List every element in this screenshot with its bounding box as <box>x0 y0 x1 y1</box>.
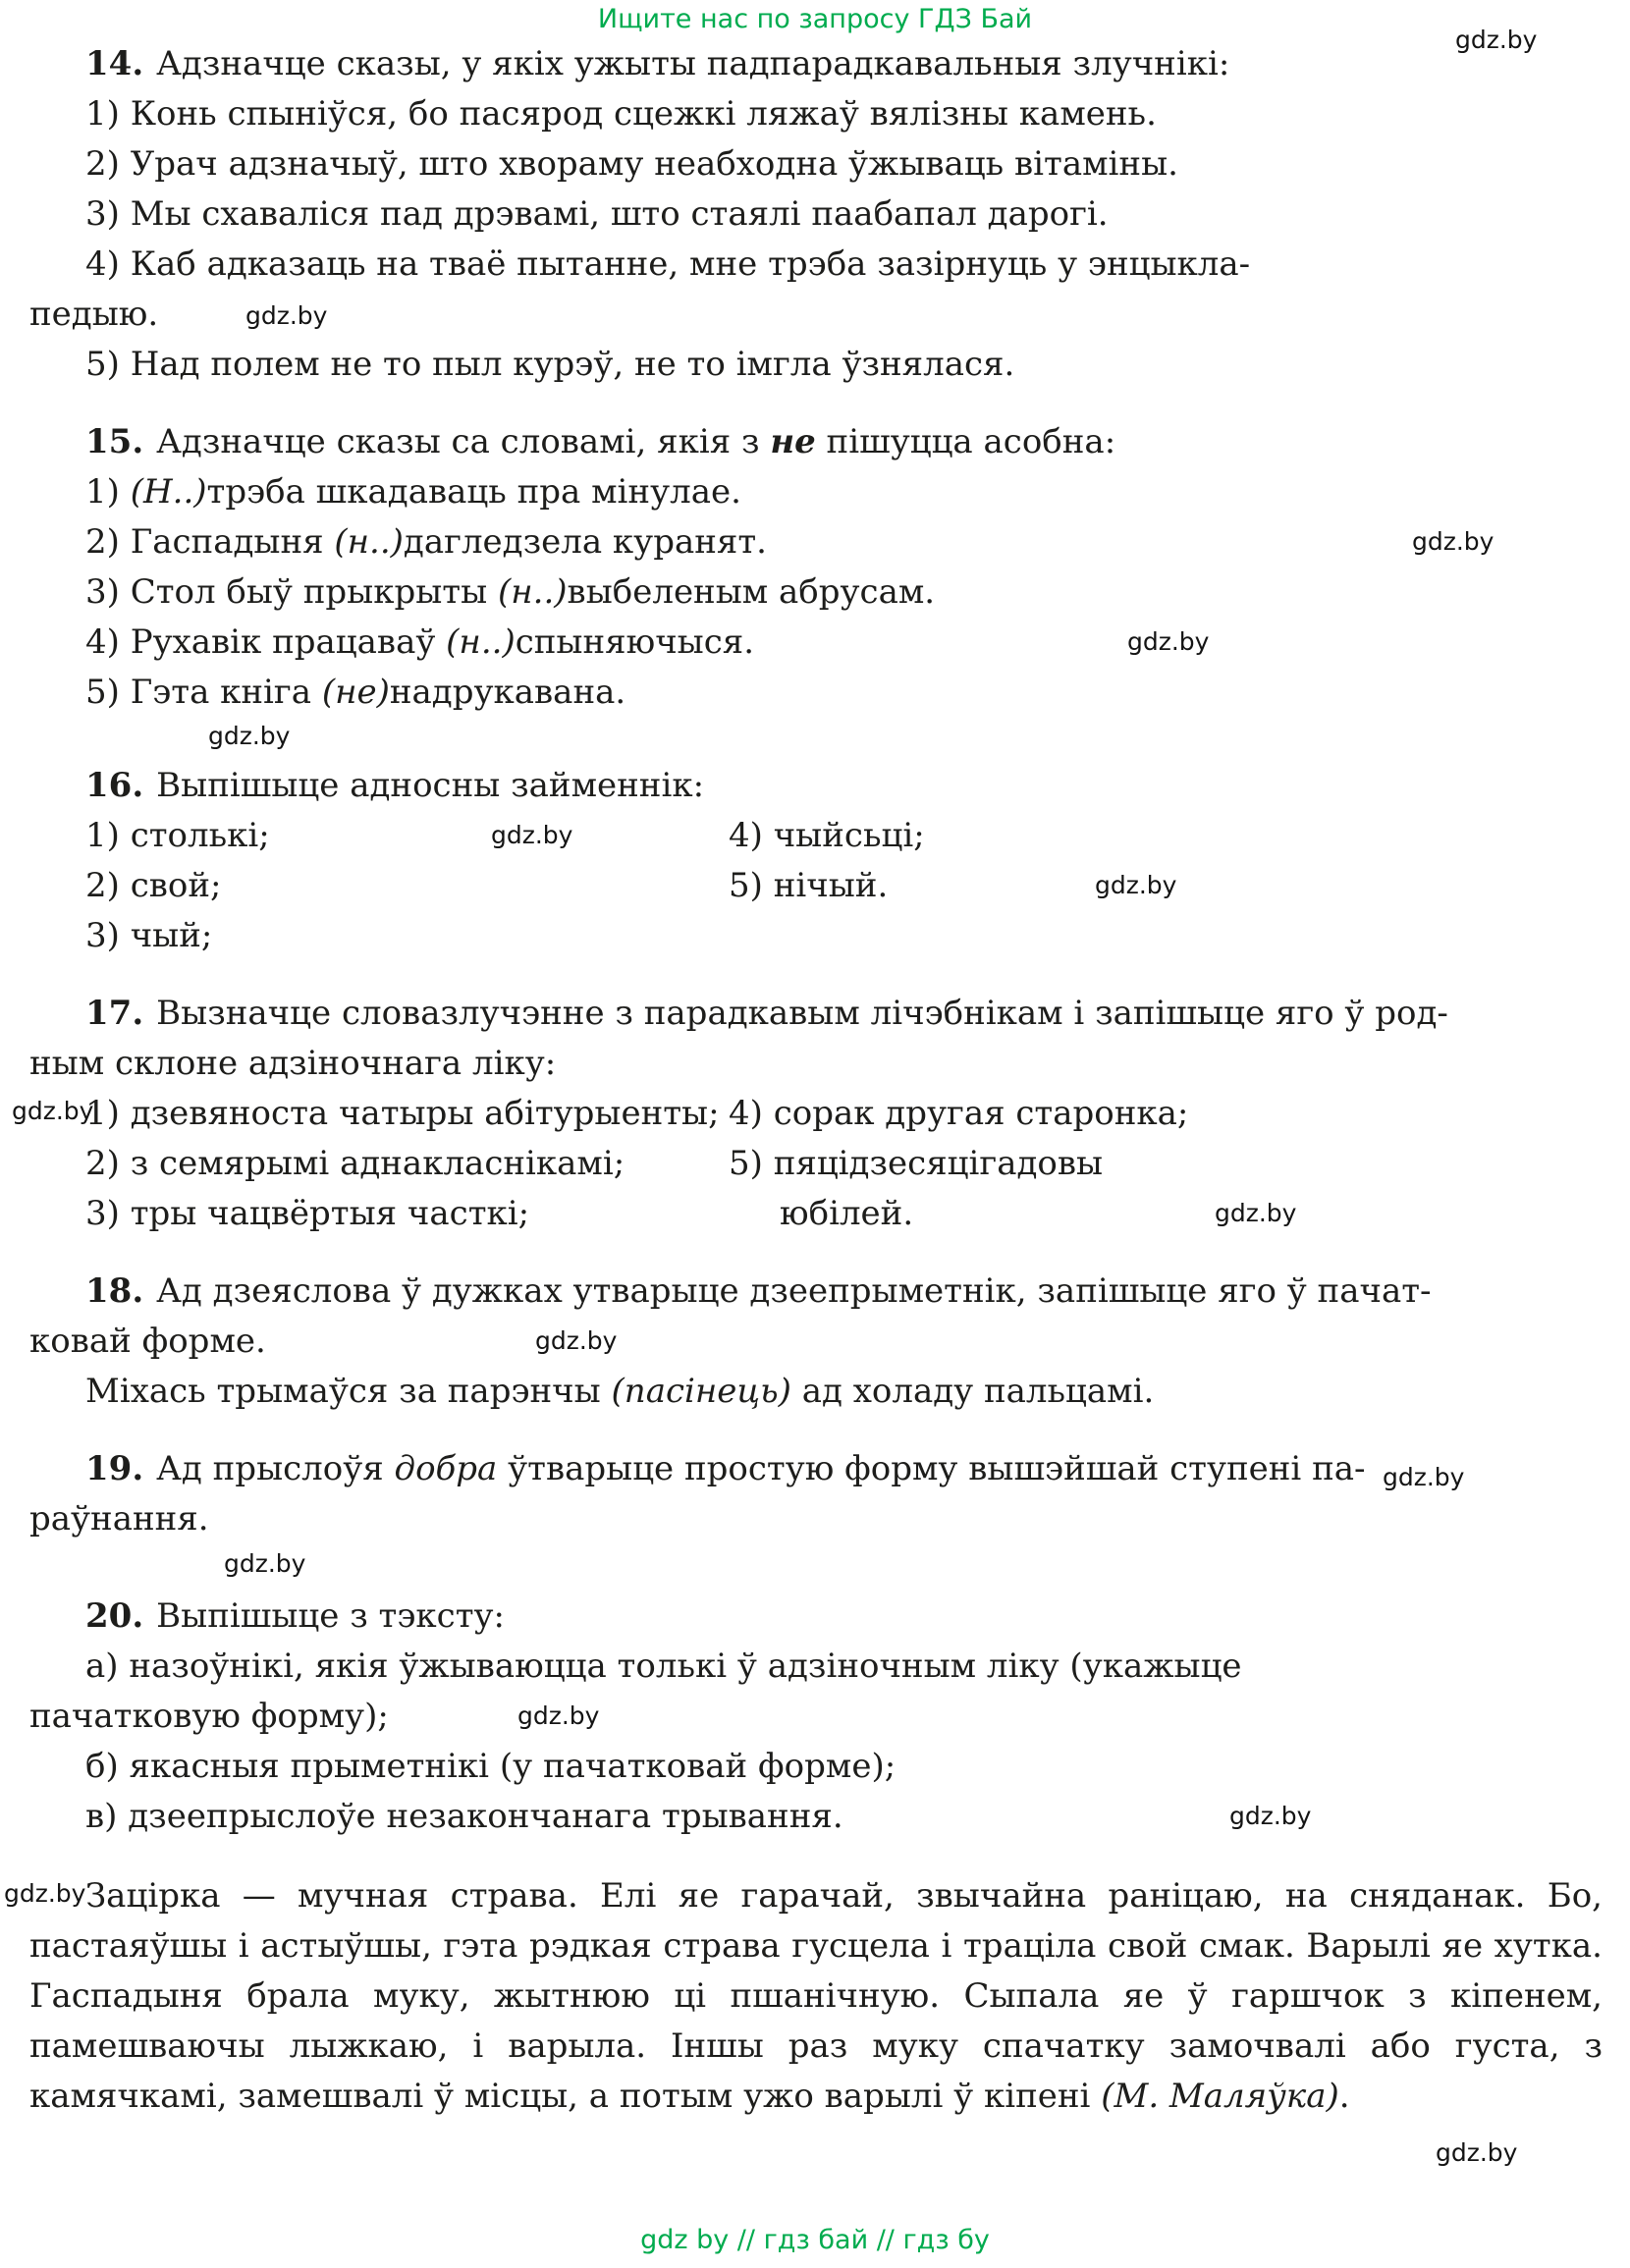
exercise-15-item-2-pre: 2) Гаспадыня <box>85 522 335 562</box>
watermark-gdzby-9: gdz.by <box>1215 1199 1297 1227</box>
exercise-19-intro-italic: добра <box>394 1449 498 1488</box>
exercise-15-item-5-italic: (не) <box>321 673 390 712</box>
page-content <box>29 39 1603 2122</box>
watermark-gdzby-4: gdz.by <box>1127 627 1210 656</box>
exercise-17-item-5: 5) пяцідзесяцігадовы <box>729 1144 1104 1183</box>
exercise-20-item-a <box>29 1642 1603 1742</box>
exercise-15 <box>29 417 1603 718</box>
promo-banner-top: Ищите нас по запросу ГДЗ Бай <box>597 4 1033 34</box>
exercise-15-item-1-italic: (Н..) <box>130 472 207 512</box>
watermark-gdzby-10: gdz.by <box>535 1326 618 1355</box>
exercise-20-item-a-line-2: пачатковую форму); <box>29 1697 389 1736</box>
exercise-15-item-3-pre: 3) Стол быў прыкрыты <box>85 572 498 612</box>
exercise-17-intro-line-2: ным склоне адзіночнага ліку: <box>29 1044 557 1083</box>
exercise-15-item-3-post: выбеленым абрусам. <box>567 572 936 612</box>
exercise-18-intro-line-1: Ад дзеяслова ў дужках утварыце дзеепрыметнік, запішыце яго ў пачат- <box>156 1271 1432 1311</box>
exercise-19 <box>29 1444 1603 1544</box>
exercise-14-item-1: 1) Конь спыніўся, бо пасярод сцежкі ляжаў вялізны камень. <box>85 94 1157 134</box>
exercise-15-item-4-post: спыняючыся. <box>515 622 755 662</box>
exercise-15-number: 15. <box>85 422 144 461</box>
exercise-18-sentence-post: ад холаду пальцамі. <box>790 1372 1155 1411</box>
exercise-14 <box>29 39 1603 390</box>
exercise-14-item-2: 2) Урач адзначыў, што хвораму неабходна ўжываць вітаміны. <box>85 144 1178 184</box>
exercise-16-item-1: 1) столькі; <box>85 816 270 855</box>
watermark-gdzby-16: gdz.by <box>1436 2138 1518 2167</box>
exercise-17-item-2: 2) з семярымі аднакласнікамі; <box>85 1144 625 1183</box>
exercise-20-intro-text: Выпішыце з тэксту: <box>156 1596 505 1636</box>
exercise-15-item-1 <box>29 467 1603 517</box>
source-text-body: Зацірка — мучная страва. Елі яе гарачай, звычайна раніцаю, на сняданак. Бо, пастаяўшы і астыўшы, гэта рэдкая страва гусцела і траціла свой смак. Варылі яе хутка. Гаспадыня брала муку, жытнюю ці пшанічную. Сыпала яе ў гаршчок з кіпенем, памешваючы лыжкаю, і варыла. Іншы раз муку спачатку замочвалі або густа, з камячкамі, замешвалі ў місцы, а потым ужо варылі ў кіпені <box>29 1876 1603 2116</box>
source-text-period: . <box>1338 2077 1350 2116</box>
exercise-20-intro <box>29 1592 1603 1642</box>
exercise-20-number: 20. <box>85 1596 144 1636</box>
exercise-15-item-4 <box>29 618 1603 668</box>
exercise-18-sentence-italic: (пасінець) <box>611 1372 791 1411</box>
exercise-15-intro-text-b: пішуцца асобна: <box>815 422 1116 461</box>
exercise-17-row-3 <box>29 1189 1603 1239</box>
source-text-paragraph <box>29 1871 1603 2122</box>
exercise-19-intro-text-b: ўтварыце простую форму вышэйшай ступені па- <box>497 1449 1366 1488</box>
exercise-15-item-2 <box>29 517 1603 567</box>
exercise-15-item-5-pre: 5) Гэта кніга <box>85 673 322 712</box>
exercise-16-row-3 <box>29 911 1603 961</box>
exercise-16-intro <box>29 761 1603 811</box>
exercise-18-sentence <box>29 1367 1603 1417</box>
exercise-17-item-1: 1) дзевяноста чатыры абітурыенты; <box>85 1094 720 1133</box>
exercise-15-item-5-post: надрукавана. <box>389 673 626 712</box>
exercise-19-intro-text-a: Ад прыслоўя <box>156 1449 395 1488</box>
exercise-20-item-b: б) якасныя прыметнікі (у пачатковай форме); <box>85 1747 896 1786</box>
exercise-17-intro <box>29 989 1603 1089</box>
watermark-gdzby-2: gdz.by <box>245 301 328 330</box>
exercise-15-item-1-post: трэба шкадаваць пра мінулае. <box>206 472 741 512</box>
exercise-14-item-3: 3) Мы схаваліся пад дрэвамі, што стаялі паабапал дарогі. <box>85 194 1109 234</box>
exercise-16 <box>29 761 1603 961</box>
exercise-16-number: 16. <box>85 766 144 805</box>
exercise-15-intro-text-a: Адзначце сказы са словамі, якія з <box>156 422 771 461</box>
watermark-gdzby-8: gdz.by <box>12 1097 94 1125</box>
watermark-gdzby-1: gdz.by <box>1455 26 1538 54</box>
watermark-gdzby-14: gdz.by <box>1229 1802 1312 1830</box>
exercise-14-number: 14. <box>85 44 144 83</box>
exercise-16-row-1 <box>29 811 1603 861</box>
exercise-14-item-4 <box>29 240 1603 340</box>
exercise-17-item-4: 4) сорак другая старонка; <box>729 1094 1189 1133</box>
watermark-gdzby-12: gdz.by <box>224 1549 306 1578</box>
exercise-18-number: 18. <box>85 1271 144 1311</box>
exercise-16-item-5: 5) нічый. <box>729 866 889 905</box>
exercise-18-intro-line-2: ковай форме. <box>29 1322 266 1361</box>
exercise-15-item-5 <box>29 668 1603 718</box>
exercise-19-number: 19. <box>85 1449 144 1488</box>
promo-banner-bottom: gdz by // гдз бай // гдз бу <box>640 2225 990 2255</box>
exercise-19-intro-line-2: раўнання. <box>29 1499 209 1539</box>
exercise-14-intro-text: Адзначце сказы, у якіх ужыты падпарадкавальныя злучнікі: <box>156 44 1230 83</box>
exercise-17-item-5-continuation: юбілей. <box>780 1194 914 1233</box>
watermark-gdzby-13: gdz.by <box>517 1701 600 1730</box>
exercise-18-sentence-pre: Міхась трымаўся за парэнчы <box>85 1372 612 1411</box>
exercise-20-item-a-line-1: а) назоўнікі, якія ўжываюцца толькі ў адзіночным ліку (укажыце <box>85 1647 1242 1686</box>
watermark-gdzby-11: gdz.by <box>1383 1463 1465 1491</box>
exercise-14-intro <box>29 39 1603 89</box>
exercise-20 <box>29 1592 1603 1842</box>
exercise-15-item-3 <box>29 567 1603 618</box>
exercise-15-item-1-pre: 1) <box>85 472 131 512</box>
exercise-14-item-4-line-2: педыю. <box>29 295 159 334</box>
exercise-14-item-5: 5) Над полем не то пыл курэў, не то імгла ўзнялася. <box>85 345 1015 384</box>
watermark-gdzby-3: gdz.by <box>1412 527 1494 556</box>
exercise-17-row-2 <box>29 1139 1603 1189</box>
watermark-gdzby-15: gdz.by <box>4 1879 86 1908</box>
watermark-gdzby-5: gdz.by <box>208 722 291 750</box>
exercise-16-row-2 <box>29 861 1603 911</box>
exercise-15-item-4-italic: (н..) <box>446 622 516 662</box>
exercise-14-item-4-line-1: 4) Каб адказаць на тваё пытанне, мне трэба зазірнуць у энцыкла- <box>85 244 1251 284</box>
exercise-17-number: 17. <box>85 994 144 1033</box>
exercise-17-item-3: 3) тры чацвёртыя часткі; <box>85 1194 530 1233</box>
watermark-gdzby-7: gdz.by <box>1095 871 1177 899</box>
exercise-15-item-4-pre: 4) Рухавік працаваў <box>85 622 447 662</box>
watermark-gdzby-6: gdz.by <box>491 821 573 849</box>
source-text-author: (М. Маляўка) <box>1101 2077 1339 2116</box>
exercise-16-item-3: 3) чый; <box>85 916 213 955</box>
exercise-15-item-2-italic: (н..) <box>334 522 404 562</box>
exercise-20-item-v: в) дзеепрыслоўе незакончанага трывання. <box>85 1797 843 1836</box>
exercise-15-intro-ne: не <box>770 422 816 461</box>
exercise-15-item-2-post: дагледзела куранят. <box>403 522 767 562</box>
exercise-18-intro <box>29 1267 1603 1367</box>
exercise-16-item-2: 2) свой; <box>85 866 222 905</box>
exercise-17-row-1 <box>29 1089 1603 1139</box>
exercise-19-intro <box>29 1444 1603 1544</box>
exercise-16-item-4: 4) чыйсьці; <box>729 816 925 855</box>
exercise-16-intro-text: Выпішыце адносны займеннік: <box>156 766 705 805</box>
exercise-18 <box>29 1267 1603 1417</box>
exercise-16-row-3-empty <box>729 911 1603 961</box>
exercise-17-intro-line-1: Вызначце словазлучэнне з парадкавым лічэбнікам і запішыце яго ў род- <box>156 994 1448 1033</box>
exercise-15-intro <box>29 417 1603 467</box>
exercise-15-item-3-italic: (н..) <box>498 572 568 612</box>
exercise-17 <box>29 989 1603 1239</box>
